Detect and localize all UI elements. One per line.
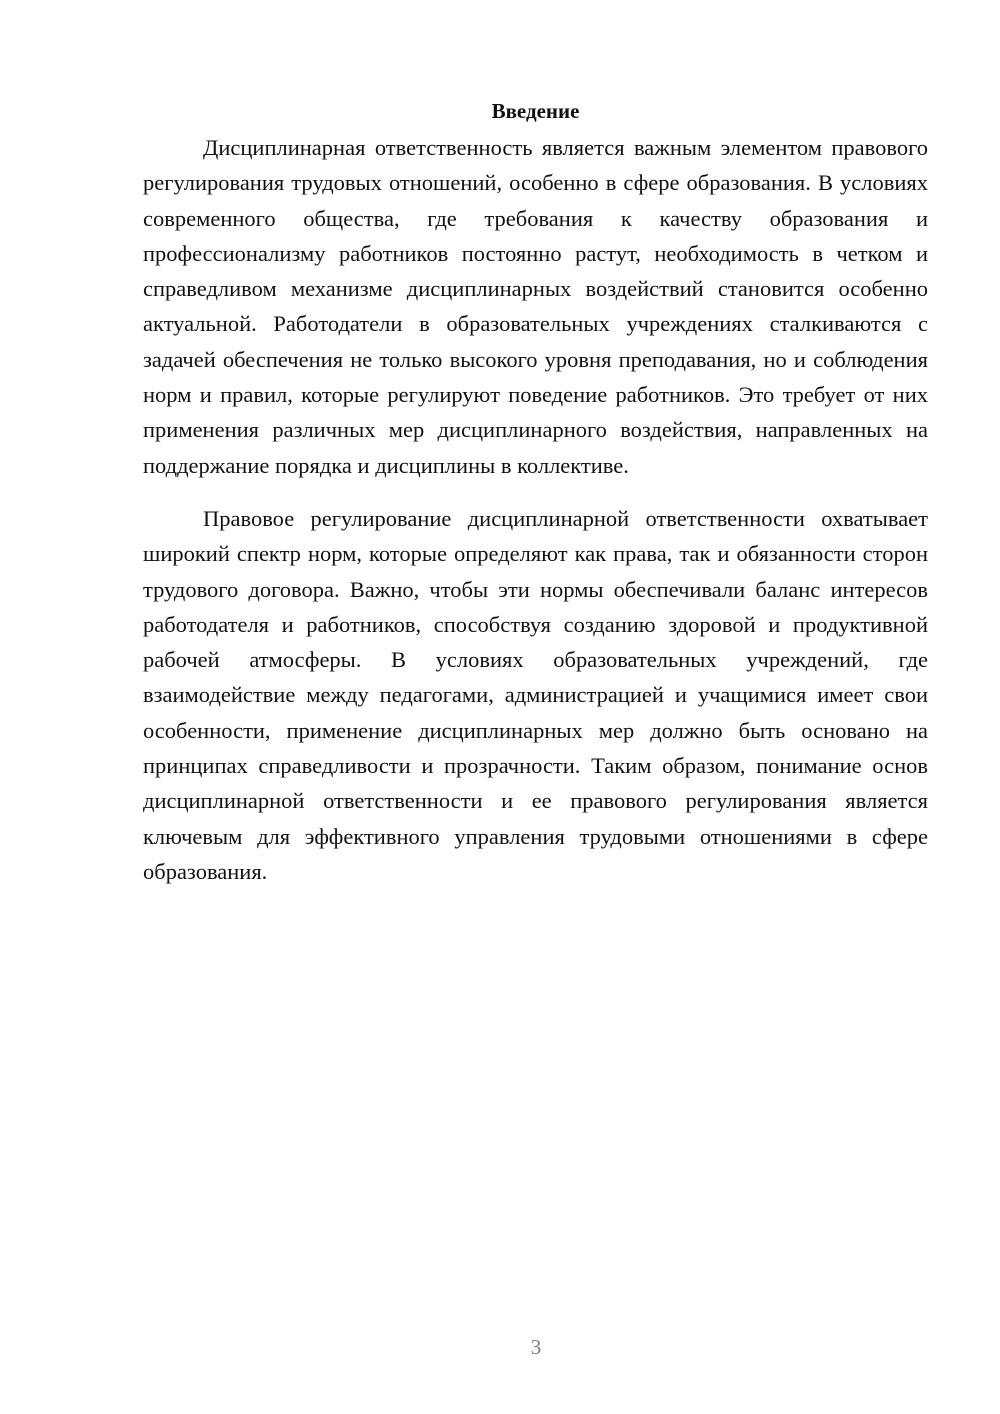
paragraph-2: Правовое регулирование дисциплинарной ответственности охватывает широкий спектр норм, которые определяют как права, так и обязанности сторон трудового договора. Важно, чтобы эти нормы обеспечивали баланс интересов работодателя и работников, способствуя созданию здоровой и продуктивной рабочей атмосферы. В условиях образовательных учреждений, где взаимодействие между педагогами, администрацией и учащимися имеет свои особенности, применение дисциплинарных мер должно быть основано на принципах справедливости и прозрачности. Таким образом, понимание основ дисциплинарной ответственности и ее правового регулирования является ключевым для эффективного управления трудовыми отношениями в сфере образования. (143, 505, 928, 884)
paragraph-1: Дисциплинарная ответственность является важным элементом правового регулирования трудовых отношений, особенно в сфере образования. В условиях современного общества, где требования к качеству образования и профессионализму работников постоянно растут, необходимость в четком и справедливом механизме дисциплинарных воздействий становится особенно актуальной. Работодатели в образовательных учреждениях сталкиваются с задачей обеспечения не только высокого уровня преподавания, но и соблюдения норм и правил, которые регулируют поведение работников. Это требует от них применения различных мер дисциплинарного воздействия, направленных на поддержание порядка и дисциплины в коллективе. (143, 135, 928, 478)
section-title: Введение (491, 99, 580, 123)
page-number: 3 (530, 1335, 542, 1359)
page-content (143, 96, 928, 889)
